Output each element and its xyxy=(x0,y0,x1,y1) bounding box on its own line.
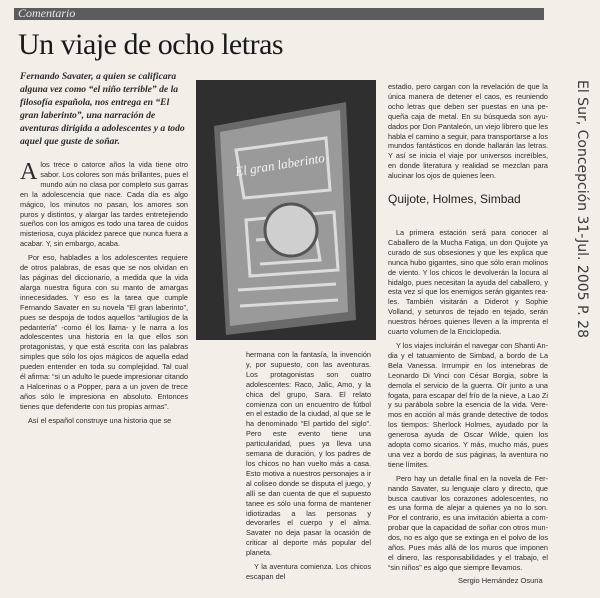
paragraph: Por eso, habladles a los adolescentes requiere de otros palabras, de esas que se nos olvidan en las páginas del diccionario, a medida que la vida alarga nuestra figura con su manto de amargas innecesidades. Y eso es la tarea que cumple Fernando Savater en su novela “El gran laberinto”, pues se despoja de todos aquellos “artilugios de la pedantería” -como él los llama- y le narra a los adolescentes una historia en la que ellos son protagonistas, y que está escrita con las palabras simples que sólo los ojos mágicos de aquella edad pueden entender en toda su complejidad. Tal cual él afirma: “si un adulto le puede impresionar citando a Halcerinas o a Popper, para a un joven de trece años sólo le impresiona en absoluto. Entonces tienes que defenderte con tus propias armas”. xyxy=(20,253,188,411)
paragraph: Y los viajes incluirán el navegar con Shanti Andia y el tatuamiento de Simbad, a bordo de La Bela Vanessa. Irrrumpir en los intenebras de Leonardo Di Vinci con César Borgia, sobre la demola el servicio de la guerra. Oír junto a una fogata, para escapar del frío de la nieve, a Lao Zi y su parábola sobre la esencia de la vida. Veremos en acción al más grande detective de todos los tiempos: Sherlock Holmes, ayudado por la generosa ayuda de Oscar Wilde, quien los adopta como sicarios. Y más, mucho más, pues una vez a bordo de sus páginas, la aventura no tiene límites. xyxy=(388,340,548,469)
book-cover-title: El gran laberinto xyxy=(234,150,326,179)
headline: Un viaje de ocho letras xyxy=(18,28,284,61)
section-label: Comentario xyxy=(18,6,76,20)
paragraph: estadio, pero cargan con la revelación de que la única manera de detener el caos, es reuniendo ocho letras que deben ser puestas en una pequeña caja de metal. En su búsqueda son ayudados por Don Pantaleón, un viejo librero que les habla el camino a seguir, para transportarse a los mundos fantásticos en donde hallarán las letras. Y así se inicia el viaje por universos increíbles, en donde literatura y realidad se mezclan para alucinar los ojos de quienes leen. xyxy=(388,82,548,181)
paragraph: hermana con la fantasía, la invención y, por supuesto, con las aventuras. Los protagonistas son cuatro adolescentes: Raco, Jalic, Amo, y la chica del grupo, Sara. El relato comienza con un encuentro de fútbol en el estadio de la ciudad, al que se le ha denominado “El partido del siglo”. Pero este evento tiene una particularidad, pues ya lleva una semana de duración, y los padres de los chicos no han vuelto más a casa. Esto motiva a nuestros personajes a ir al coliseo donde se disputa el juego, y allí se dan cuenta de que el supuesto tanee es sólo una forma de mantener idiotizadas a las personas y devorarles el cuerpo y el alma. Savater no deja pasar la ocasión de criticar al deporte más popular del planeta. xyxy=(246,350,371,558)
handwritten-source-note xyxy=(562,80,596,580)
paragraph: Y la aventura comienza. Los chicos escapan del xyxy=(246,562,371,581)
cover-emblem xyxy=(265,204,317,256)
book-cover-photo xyxy=(196,80,376,340)
article-column-2 xyxy=(246,350,371,586)
article-column-3 xyxy=(388,82,548,185)
section-bar xyxy=(14,8,544,20)
subheading: Quijote, Holmes, Simbad xyxy=(388,192,521,206)
drop-cap: A xyxy=(20,159,38,185)
lede: Fernando Savater, a quien se calificara alguna vez como “el niño terrible” de la filosofía española, nos entrega en “El gran laberinto”, una narración de aventuras dirigida a adolescentes y a todo aquel que guste de soñar. xyxy=(20,71,185,148)
article-column-1 xyxy=(20,160,188,430)
paragraph: Pero hay un detalle final en la novela de Fernando Savater, su lenguaje claro y directo, que busca cautivar los corazones adolescentes, no es una forma de alejar a quienes ya no lo son. Por el contrario, es una invitación abierta a comprobar que la capacidad de soñar con otros mundos, no es algo que se extinga en el polvo de los años. Pues más allá de los muros que imponen el dinero, las responsabilidades y el trabajo, el “sin niños” es algo que siempre llevamos. xyxy=(388,473,548,572)
paragraph: Así el español construye una historia que se xyxy=(28,415,172,425)
paragraph: La primera estación será para conocer al Caballero de la Mucha Fatiga, un don Quijote ya curado de sus obsesiones y que les explica que nunca hubo gigantes, sino que sólo eran molinos de viento. Y los chicos le devolverán la locura al hidalgo, pues necesitan la ayuda del caballero, y esta vez sí que los enemigos serán gigantes reales. También visitarán a Diderot y Sophie Volland, y setunros de tejado en tejado, serán nuestros héroes quienes lleven a la imprenta el cuarto volumen de la Enciclopedia. xyxy=(388,228,548,337)
article-column-4 xyxy=(388,228,548,577)
paragraph xyxy=(20,160,188,249)
paragraph-text: los trece o catorce años la vida tiene otro sabor. Los colores son más brillantes, pues el mundo aún no clasa por completo sus garras en la adolescencia que nace. Cada día es algo mágico, los minutos no pasan, los amores son puros y distintos, y alargar las tardes entretejiendo sueños con los amigos es todo una tarea de cuidos misteriosa, cuya plácidez parece que nunca fuera a acabar. Y, sin embargo, acaba. xyxy=(20,160,188,249)
author-signature: Sergio Hernández Osuna xyxy=(458,576,543,585)
handwritten-text: El Sur, Concepción 31-Jul. 2005 P. 28 xyxy=(574,80,590,338)
